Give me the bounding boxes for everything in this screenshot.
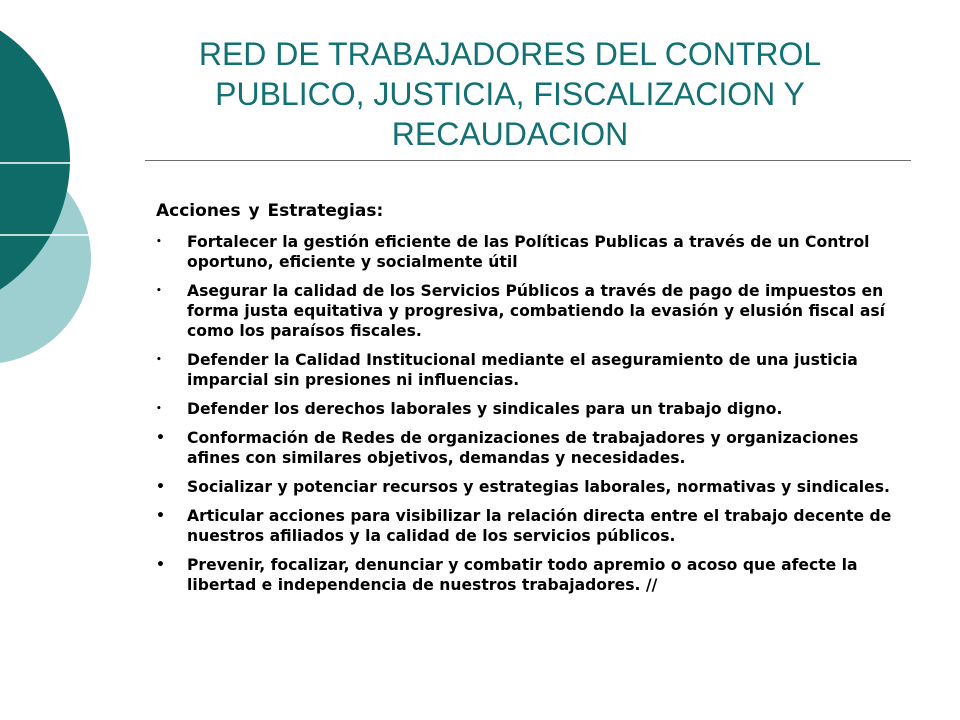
bullet-marker: •	[156, 508, 165, 524]
section-subtitle: Acciones y Estrategias:	[156, 201, 384, 221]
title-line-3: RECAUDACION	[391, 116, 629, 152]
slide-title	[150, 34, 870, 154]
list-item	[156, 477, 916, 497]
bullet-text: Prevenir, focalizar, denunciar y combatir todo apremio o acoso que afecte la libertad e independencia de nuestros trabajadores. //	[187, 556, 858, 594]
bullet-marker: •	[156, 355, 162, 365]
bullet-text: Conformación de Redes de organizaciones de trabajadores y organizaciones afines con similares objetivos, demandas y necesidades.	[187, 429, 859, 467]
title-line-2: PUBLICO, JUSTICIA, FISCALIZACION Y	[215, 76, 805, 112]
bullet-text: Asegurar la calidad de los Servicios Públicos a través de pago de impuestos en forma justa equitativa y progresiva, combatiendo la evasión y elusión fiscal así como los paraísos fiscales.	[187, 282, 885, 340]
bullet-text: Defender la Calidad Institucional mediante el aseguramiento de una justicia imparcial sin presiones ni influencias.	[187, 351, 858, 389]
bullet-marker: •	[156, 479, 165, 495]
bullet-marker: •	[156, 557, 165, 573]
bullet-marker: •	[156, 404, 162, 414]
list-item	[156, 399, 916, 419]
list-item	[156, 555, 916, 595]
bullet-marker: •	[156, 286, 162, 296]
list-item	[156, 350, 916, 390]
decorative-circles	[0, 0, 120, 400]
title-divider	[145, 160, 911, 161]
bullet-list	[156, 232, 916, 595]
list-item	[156, 281, 916, 341]
list-item	[156, 428, 916, 468]
bullet-text: Articular acciones para visibilizar la relación directa entre el trabajo decente de nuestros afiliados y la calidad de los servicios públicos.	[187, 507, 892, 545]
title-line-1: RED DE TRABAJADORES DEL CONTROL	[198, 36, 822, 72]
list-item	[156, 232, 916, 272]
bullet-marker: •	[156, 237, 162, 247]
bullet-text: Fortalecer la gestión eficiente de las Políticas Publicas a través de un Control oportuno, eficiente y socialmente útil	[187, 233, 870, 271]
bullet-text: Socializar y potenciar recursos y estrategias laborales, normativas y sindicales.	[187, 478, 890, 496]
list-item	[156, 506, 916, 546]
bullet-text: Defender los derechos laborales y sindicales para un trabajo digno.	[187, 400, 783, 418]
bullet-marker: •	[156, 430, 165, 446]
slide-content	[156, 200, 916, 604]
